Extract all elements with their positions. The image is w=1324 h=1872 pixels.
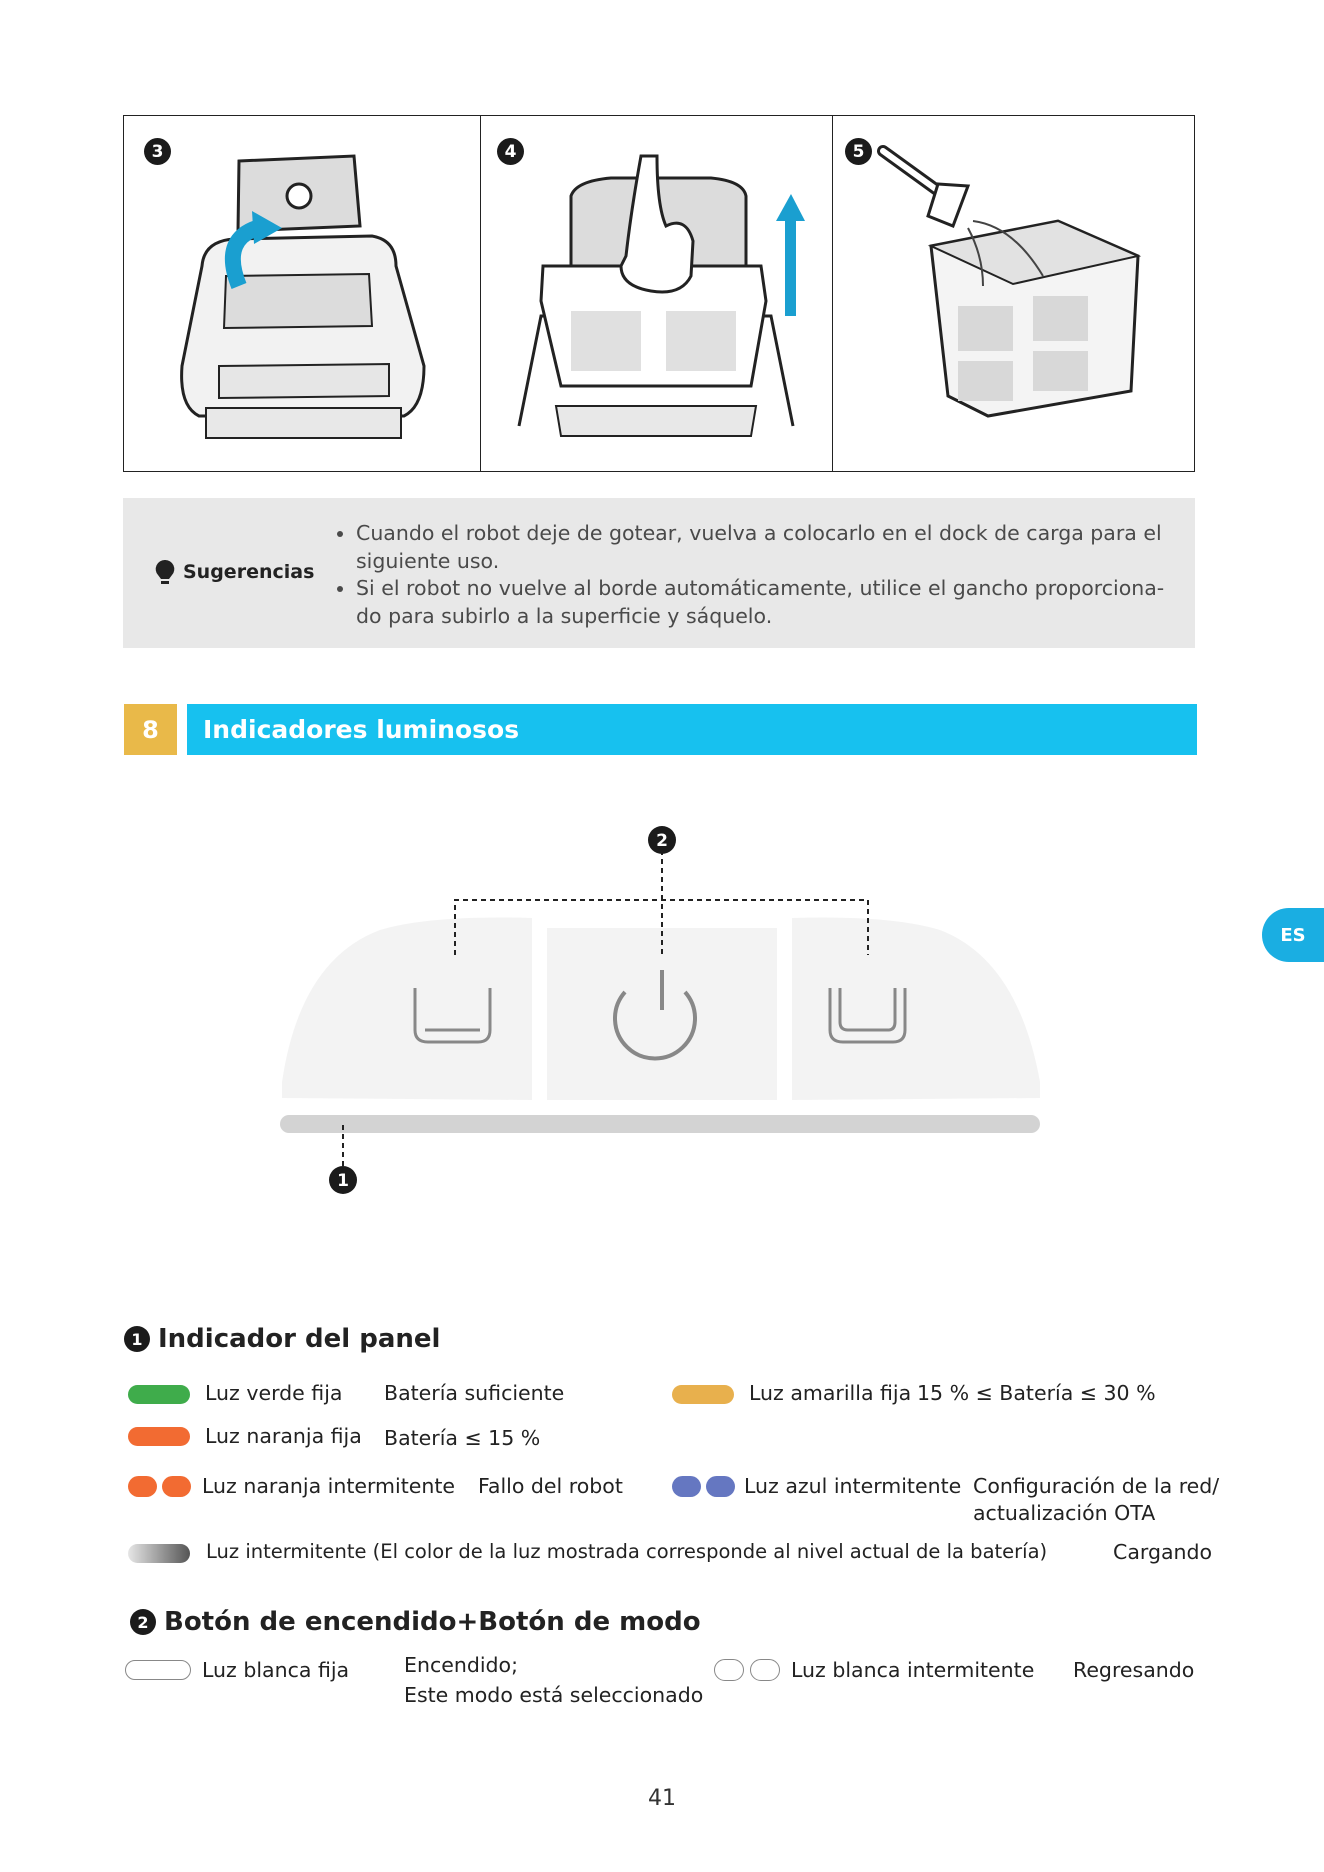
white-blink-swatch xyxy=(714,1659,744,1681)
orange-blink-swatch xyxy=(128,1476,157,1497)
legend-label: Luz naranja intermitente xyxy=(202,1474,456,1498)
legend-label: Luz naranja fija xyxy=(205,1424,362,1448)
legend-meaning: 15 % ≤ Batería ≤ 30 % xyxy=(917,1381,1156,1405)
green-light-swatch xyxy=(128,1385,190,1404)
robot-lid-open-illustration xyxy=(124,116,480,473)
callout-1-label: 1 xyxy=(337,1171,349,1191)
tips-label xyxy=(153,558,314,586)
orange-light-swatch xyxy=(128,1427,190,1446)
heading-number: 1 xyxy=(124,1326,150,1352)
legend-meaning: Encendido; xyxy=(404,1653,518,1677)
callout-2-label: 2 xyxy=(656,831,668,851)
button-indicator-heading xyxy=(130,1607,701,1637)
steps-figure xyxy=(123,115,1195,472)
legend-meaning: Batería suficiente xyxy=(384,1381,565,1405)
yellow-light-swatch xyxy=(672,1385,734,1404)
tips-list xyxy=(336,520,1186,630)
step-panel-3 xyxy=(124,116,480,471)
legend-label: Luz verde fija xyxy=(205,1381,343,1405)
step-number: 3 xyxy=(144,138,171,165)
legend-meaning: Fallo del robot xyxy=(478,1474,623,1498)
lift-filter-illustration xyxy=(481,116,833,473)
heading-number: 2 xyxy=(130,1609,156,1635)
tips-title: Sugerencias xyxy=(183,561,315,583)
legend-meaning: Este modo está seleccionado xyxy=(404,1683,704,1707)
legend-meaning: actualización OTA xyxy=(973,1501,1156,1525)
section-title: Indicadores luminosos xyxy=(187,704,1197,755)
section-number: 8 xyxy=(124,704,177,755)
heading-text: Indicador del panel xyxy=(158,1324,441,1354)
tip-item: • Si el robot no vuelve al borde automáticamente, utilice el gancho proporciona-do para subirlo a la superficie y sáquelo. xyxy=(356,575,1186,630)
page-number: 41 xyxy=(648,1786,676,1811)
legend-label: Luz blanca fija xyxy=(202,1658,350,1682)
language-tab: ES xyxy=(1262,908,1324,962)
legend-meaning: Regresando xyxy=(1073,1658,1195,1682)
legend-meaning: Configuración de la red/ xyxy=(973,1474,1220,1498)
legend-meaning: Cargando xyxy=(1113,1540,1213,1564)
rinse-filter-illustration xyxy=(833,116,1195,473)
white-blink-swatch xyxy=(750,1659,780,1681)
legend-label: Luz intermitente (El color de la luz mostrada corresponde al nivel actual de la batería) xyxy=(206,1540,1048,1563)
blue-blink-swatch xyxy=(672,1476,701,1497)
heading-text: Botón de encendido+Botón de modo xyxy=(164,1607,701,1637)
step-number: 4 xyxy=(497,138,524,165)
step-panel-5 xyxy=(832,116,1194,471)
blue-blink-swatch xyxy=(706,1476,735,1497)
gradient-blink-swatch xyxy=(128,1544,190,1563)
step-number: 5 xyxy=(845,138,872,165)
tip-item: • Cuando el robot deje de gotear, vuelva a colocarlo en el dock de carga para el siguiente uso. xyxy=(356,520,1186,575)
white-light-swatch xyxy=(125,1660,191,1680)
legend-label: Luz blanca intermitente xyxy=(791,1658,1035,1682)
orange-blink-swatch xyxy=(162,1476,191,1497)
panel-indicator-heading xyxy=(124,1324,440,1354)
lightbulb-icon xyxy=(153,558,177,586)
tips-box xyxy=(123,498,1195,648)
control-panel-diagram xyxy=(270,820,1050,1200)
legend-label: Luz azul intermitente xyxy=(744,1474,962,1498)
step-panel-4 xyxy=(480,116,832,471)
legend-label: Luz amarilla fija xyxy=(749,1381,912,1405)
legend-meaning: Batería ≤ 15 % xyxy=(384,1426,541,1450)
panel-light-bar xyxy=(280,1115,1040,1133)
